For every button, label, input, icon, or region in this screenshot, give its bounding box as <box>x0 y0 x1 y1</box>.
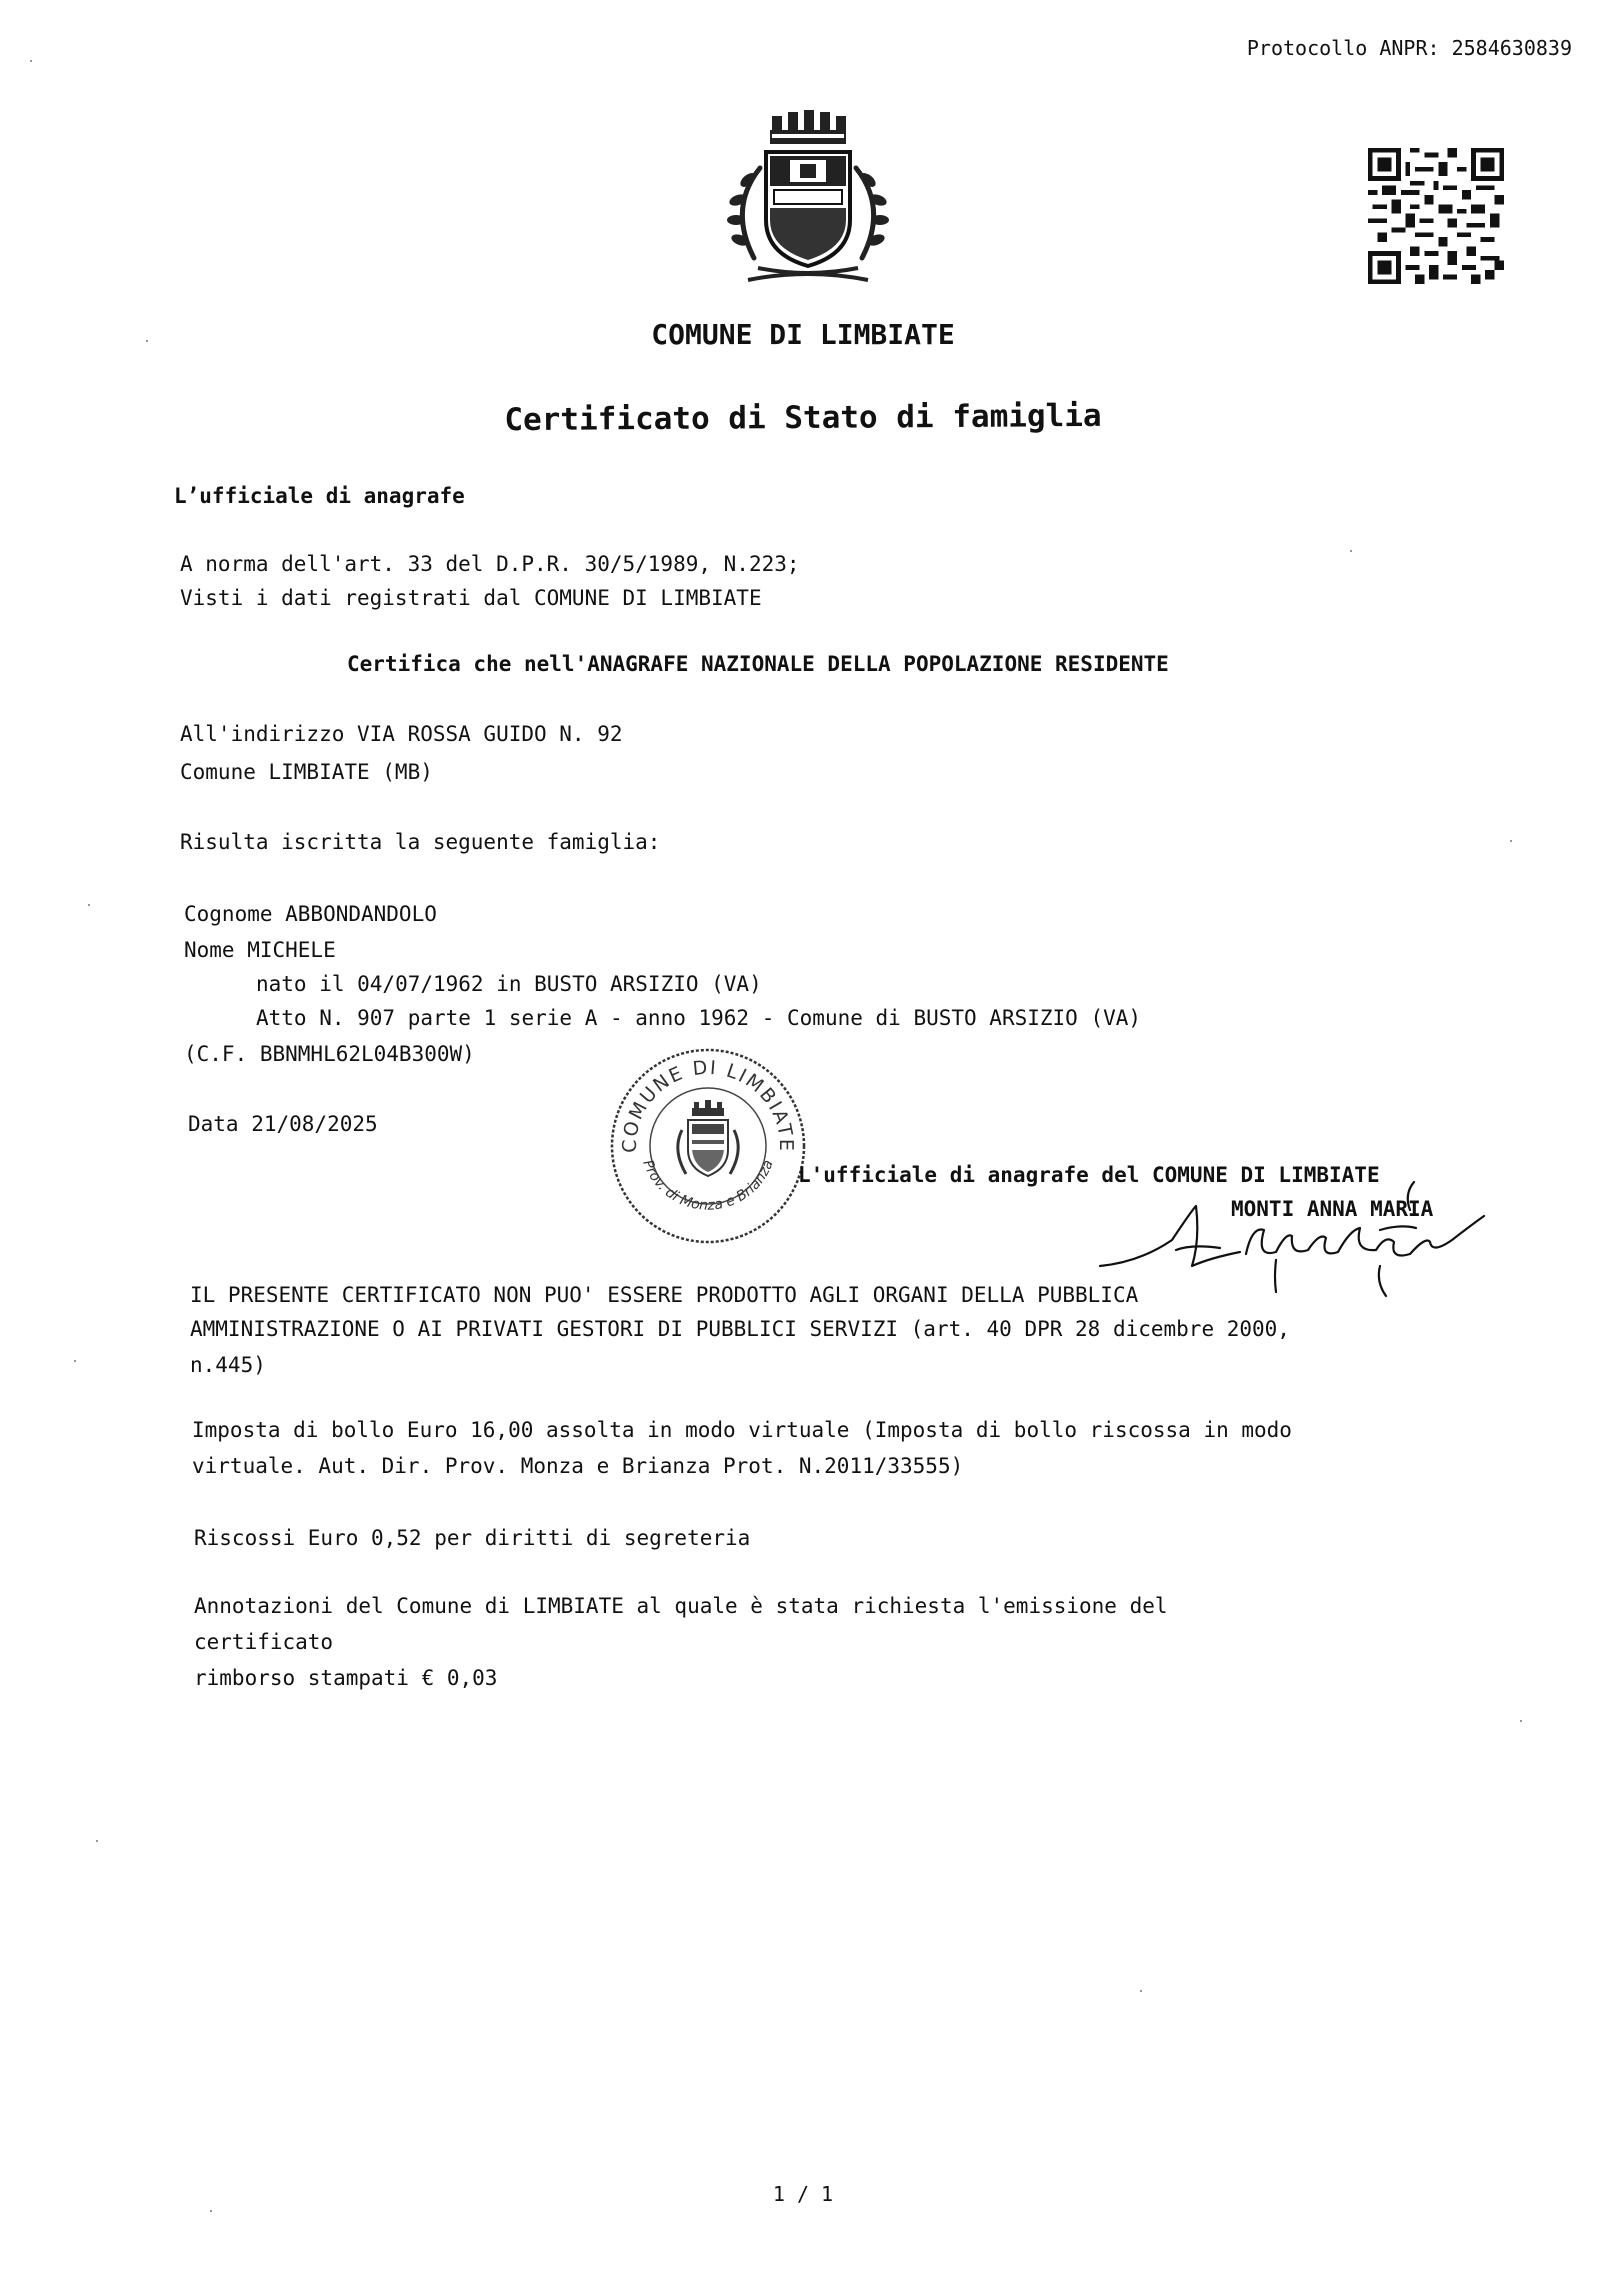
signature-name: MONTI ANNA MARIA <box>1231 1197 1434 1221</box>
legal-basis: A norma dell'art. 33 del D.P.R. 30/5/1989, N.223; <box>180 552 800 576</box>
member-birth: nato il 04/07/1962 in BUSTO ARSIZIO (VA) <box>256 972 762 996</box>
validity-note-line3: n.445) <box>190 1353 266 1377</box>
stamp-bottom-text: Prov. di Monza e Brianza <box>639 1157 777 1214</box>
stamp-duty-line2: virtuale. Aut. Dir. Prov. Monza e Brianza Prot. N.2011/33555) <box>192 1454 964 1478</box>
scan-speck <box>210 2210 212 2212</box>
member-birth-record: Atto N. 907 parte 1 serie A - anno 1962 - Comune di BUSTO ARSIZIO (VA) <box>256 1006 1142 1030</box>
reimbursement-line: rimborso stampati € 0,03 <box>194 1666 498 1690</box>
scan-speck <box>74 1360 76 1362</box>
certifies-statement: Certifica che nell'ANAGRAFE NAZIONALE DELLA POPOLAZIONE RESIDENTE <box>347 652 1169 676</box>
stamp-duty-line1: Imposta di bollo Euro 16,00 assolta in modo virtuale (Imposta di bollo riscossa in modo <box>192 1418 1292 1442</box>
scan-speck <box>1140 1990 1142 1992</box>
annotations-line1: Annotazioni del Comune di LIMBIATE al quale è stata richiesta l'emissione del <box>194 1594 1168 1618</box>
scan-speck <box>96 1840 98 1842</box>
scan-speck <box>146 340 148 342</box>
annotations-line2: certificato <box>194 1630 334 1654</box>
scan-speck <box>1510 840 1512 842</box>
data-source: Visti i dati registrati dal COMUNE DI LIMBIATE <box>180 586 762 610</box>
validity-note-line1: IL PRESENTE CERTIFICATO NON PUO' ESSERE PRODOTTO AGLI ORGANI DELLA PUBBLICA <box>190 1283 1139 1307</box>
scan-speck <box>30 60 32 62</box>
stamp-crest-icon <box>678 1100 738 1176</box>
qr-code-icon <box>1368 148 1504 284</box>
member-given-name: Nome MICHELE <box>184 938 336 962</box>
address: All'indirizzo VIA ROSSA GUIDO N. 92 <box>180 722 623 746</box>
secretarial-fees: Riscossi Euro 0,52 per diritti di segreteria <box>194 1526 751 1550</box>
coat-of-arms-icon <box>708 108 908 288</box>
officer-heading: L’ufficiale di anagrafe <box>174 484 465 508</box>
member-tax-code: (C.F. BBNMHL62L04B300W) <box>184 1042 475 1066</box>
official-stamp <box>608 1046 808 1246</box>
comune-line: Comune LIMBIATE (MB) <box>180 760 433 784</box>
municipality-title: COMUNE DI LIMBIATE <box>651 318 955 351</box>
family-intro: Risulta iscritta la seguente famiglia: <box>180 830 661 854</box>
scan-speck <box>1350 550 1352 552</box>
signature-office: L'ufficiale di anagrafe del COMUNE DI LIMBIATE <box>798 1163 1380 1187</box>
scan-speck <box>88 904 90 906</box>
stamp-top-text: COMUNE DI LIMBIATE <box>618 1056 798 1153</box>
issue-date: Data 21/08/2025 <box>188 1112 378 1136</box>
member-surname: Cognome ABBONDANDOLO <box>184 902 437 926</box>
protocol-number: Protocollo ANPR: 2584630839 <box>1246 36 1572 60</box>
scan-speck <box>1520 1720 1522 1722</box>
validity-note-line2: AMMINISTRAZIONE O AI PRIVATI GESTORI DI PUBBLICI SERVIZI (art. 40 DPR 28 dicembre 2000, <box>190 1317 1290 1341</box>
handwritten-signature <box>1080 1170 1500 1310</box>
document-title: Certificato di Stato di famiglia <box>504 397 1102 439</box>
page-number: 1 / 1 <box>772 2182 834 2206</box>
